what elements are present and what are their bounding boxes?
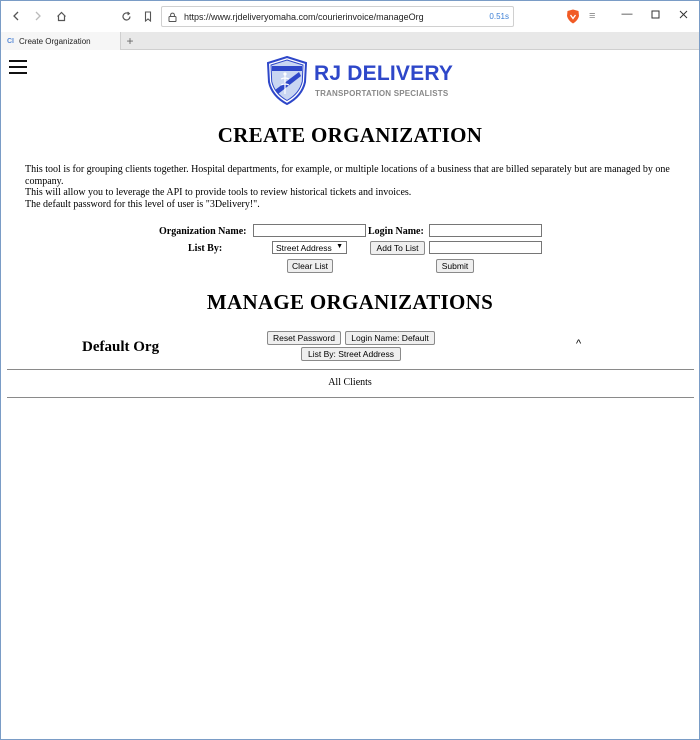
manage-organizations-title: MANAGE ORGANIZATIONS	[206, 290, 494, 314]
back-icon[interactable]	[5, 5, 27, 27]
brand-name: RJ DELIVERY	[314, 62, 454, 85]
tab-bar	[1, 32, 699, 50]
tab-title: Create Organization	[19, 36, 91, 46]
list-by-select[interactable]	[272, 241, 347, 254]
list-by-label: List By:	[188, 243, 223, 254]
description-line: This tool is for grouping clients together. Hospital departments, for example, or multiple locations of a business that are billed separately but are managed by one company.	[25, 164, 670, 187]
dropdown-arrow-icon: ▼	[336, 243, 343, 250]
hamburger-menu-icon[interactable]	[9, 60, 27, 74]
description-line: The default password for this level of user is "3Delivery!".	[25, 198, 260, 210]
new-tab-icon[interactable]: +	[126, 34, 134, 48]
reload-icon[interactable]	[115, 5, 137, 27]
close-icon[interactable]	[669, 5, 697, 23]
description-line: This will allow you to leverage the API to provide tools to review historical tickets and invoices.	[25, 187, 412, 198]
lock-icon	[166, 11, 178, 23]
create-description	[25, 164, 675, 210]
login-name-label: Login Name:	[368, 226, 424, 237]
create-organization-title: CREATE ORGANIZATION	[217, 123, 483, 147]
clear-list-button[interactable]: Clear List	[287, 259, 333, 273]
address-bar[interactable]	[161, 6, 514, 27]
reset-password-button[interactable]: Reset Password	[267, 331, 341, 345]
bookmark-icon[interactable]	[137, 5, 159, 27]
login-name-input[interactable]	[429, 224, 542, 237]
tab-favicon: CI	[7, 37, 14, 45]
organization-name-input[interactable]	[253, 224, 366, 237]
browser-toolbar	[1, 1, 699, 32]
list-by-button[interactable]: List By: Street Address	[301, 347, 401, 361]
shield-logo-icon	[266, 56, 308, 105]
rj-delivery-logo	[266, 56, 466, 106]
brave-shield-icon[interactable]	[566, 9, 580, 24]
brand-tagline: TRANSPORTATION SPECIALISTS	[315, 89, 449, 98]
tab-create-organization[interactable]	[1, 32, 121, 50]
add-item-input[interactable]	[429, 241, 542, 254]
load-time: 0.51s	[489, 12, 509, 21]
clients-list-label: All Clients	[328, 377, 372, 388]
url-text: https://www.rjdeliveryomaha.com/courierinvoice/manageOrg	[184, 11, 424, 22]
organization-name-label: Organization Name:	[159, 226, 247, 237]
org-name: Default Org	[82, 339, 160, 355]
list-by-selected-value: Street Address	[276, 242, 332, 253]
divider	[7, 397, 694, 398]
browser-menu-icon[interactable]: ≡	[589, 10, 596, 22]
page-content	[1, 50, 699, 740]
add-to-list-button[interactable]: Add To List	[370, 241, 425, 255]
collapse-toggle-icon[interactable]: ^	[576, 338, 582, 350]
forward-icon[interactable]	[27, 5, 49, 27]
login-name-button[interactable]: Login Name: Default	[345, 331, 435, 345]
divider	[7, 369, 694, 370]
minimize-icon[interactable]: —	[621, 8, 633, 20]
home-icon[interactable]	[50, 5, 72, 27]
submit-button[interactable]: Submit	[436, 259, 474, 273]
maximize-icon[interactable]	[641, 5, 669, 23]
